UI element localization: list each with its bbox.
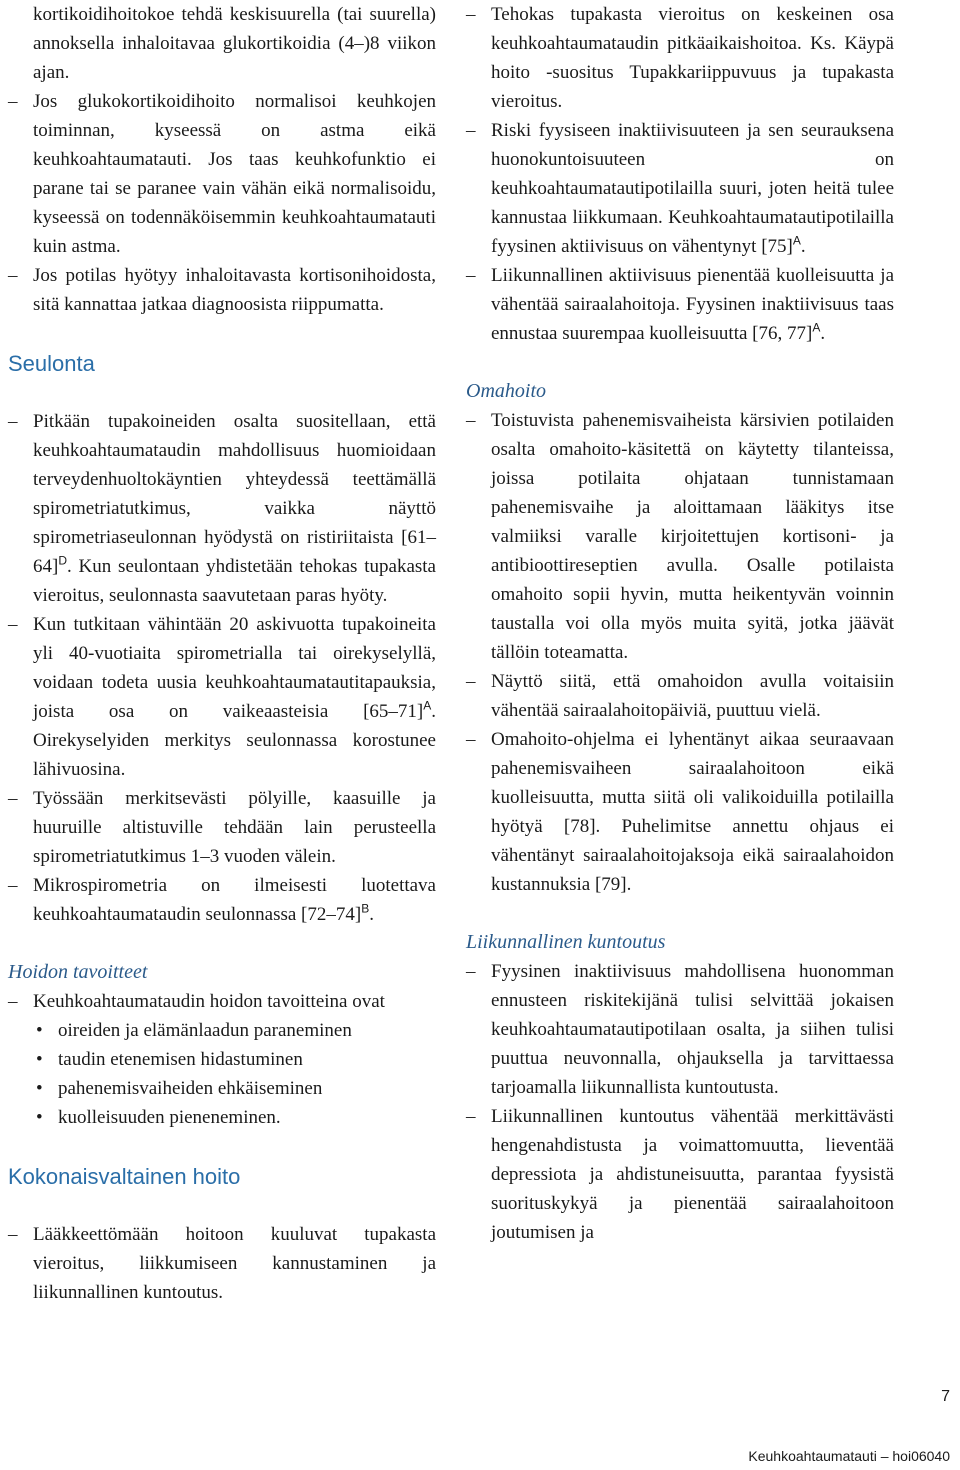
left-column (8, 0, 436, 1307)
section-heading-kokonaisvaltainen: Kokonaisvaltainen hoito (8, 1164, 241, 1189)
right-item-1: – Tehokas tupakasta vieroitus on keskeinen osa keuhkoahtaumataudin pitkäaikaishoitoa. Ks. Käypä hoito -suositus Tupakkariippuvuus ja tupakasta vieroitus. (466, 0, 894, 116)
selfcare-item-2: – Näyttö siitä, että omahoidon avulla voitaisiin vähentää sairaalahoitopäiviä, puuttuu vielä. (466, 667, 894, 725)
intro-paragraph: kortikoidihoitokoe tehdä keskisuurella (tai suurella) annoksella inhaloitavaa glukortikoidia (4–)8 viikon ajan. (33, 4, 436, 83)
intro-item-2: – Jos potilas hyötyy inhaloitavasta kortisonihoidosta, sitä kannattaa jatkaa diagnoosista riippumatta. (8, 261, 436, 319)
seulonta-item-2: – Kun tutkitaan vähintään 20 askivuotta tupakoineita yli 40-vuotiaita spirometrialla tai oirekyselyllä, voidaan todeta uusia keuhkoahtaumatautitapauksia, joista osa on vaikeaasteisia $[65-71]^A$. Oirekyselyiden merkitys seulonnassa korostunee lähivuosina. (8, 610, 436, 784)
right-item-3: – Liikunnallinen aktiivisuus pienentää kuolleisuutta ja vähentää sairaalahoitoja. Fyysinen inaktiivisuus taas ennustaa suurempaa kuolleisuutta [76, 77]$^A$. (466, 261, 894, 348)
goals-intro: – Keuhkoahtaumataudin hoidon tavoitteina ovat (8, 987, 436, 1016)
page-number: 7 (941, 1388, 950, 1405)
right-item-2: – Riski fyysiseen inaktiivisuuteen ja sen seurauksena huonokuntoisuuteen on keuhkoahtaumatautipotilailla suuri, joten heitä tulee kannustaa liikkumaan. Keuhkoahtaumatautipotilailla fyysinen aktiivisuus on vähentynyt $[75]^A$. (466, 116, 894, 261)
footer-doc-id: Keuhkoahtaumatauti – hoi06040 (748, 1448, 950, 1464)
holistic-item-1: – Lääkkeettömään hoitoon kuuluvat tupakasta vieroitus, liikkumiseen kannustaminen ja liikunnallinen kuntoutus. (8, 1220, 436, 1307)
rehab-item-2: – Liikunnallinen kuntoutus vähentää merkittävästi hengenahdistusta ja voimattomuutta, lieventää depressiota ja ahdistuneisuutta, parantaa fyysistä suorituskykyä ja pienentää sairaalahoitoon joutumisen ja (466, 1102, 894, 1247)
evidence-grade: D (58, 553, 67, 568)
evidence-grade: A (792, 233, 801, 248)
evidence-grade: A (423, 698, 432, 713)
subheading-liikunnallinen-kuntoutus: Liikunnallinen kuntoutus (466, 931, 666, 953)
evidence-grade: A (812, 320, 821, 335)
section-heading-seulonta: Seulonta (8, 351, 95, 376)
goal-bullet-1: • oireiden ja elämänlaadun paraneminen (8, 1016, 436, 1045)
goal-bullet-4: • kuolleisuuden pieneneminen. (8, 1103, 436, 1132)
evidence-grade: B (361, 901, 370, 916)
subheading-hoidon-tavoitteet: Hoidon tavoitteet (8, 961, 148, 983)
seulonta-item-3: – Työssään merkitsevästi pölyille, kaasuille ja huuruille altistuville tehdään lain perusteella spirometriatutkimus 1–3 vuoden välein. (8, 784, 436, 871)
goal-bullet-2: • taudin etenemisen hidastuminen (8, 1045, 436, 1074)
selfcare-item-1: – Toistuvista pahenemisvaiheista kärsivien potilaiden osalta omahoito-käsitettä on käytetty tilanteissa, joissa potilaita ohjataan tunnistamaan pahenemisvaihe ja aloittamaan lääkitys itse valmiiksi varalle kirjoitettujen kortisoni- ja antibioottireseptien avulla. Osalle potilaista omahoito sopii hyvin, mutta heikentyvän voinnin taustalla voi olla myös muita syitä, jotka jäävät tällöin toteamatta. (466, 406, 894, 667)
right-column (466, 0, 894, 1247)
seulonta-item-4: – Mikrospirometria on ilmeisesti luotettava keuhkoahtaumataudin seulonnassa $[72-74]^B$. (8, 871, 436, 929)
selfcare-item-3: – Omahoito-ohjelma ei lyhentänyt aikaa seuraavaan pahenemisvaiheen sairaalahoitoon eikä kuolleisuutta, mutta siitä oli valikoiduilla potilailla hyötyä [78]. Puhelimitse annettu ohjaus ei vähentänyt sairaalahoitojaksoja eikä sairaalahoidon kustannuksia [79]. (466, 725, 894, 899)
intro-item-1: – Jos glukokortikoidihoito normalisoi keuhkojen toiminnan, kyseessä on astma eikä keuhkoahtaumatauti. Jos taas keuhkofunktio ei parane tai se paranee vain vähän eikä normalisoidu, kyseessä on todennäköisemmin keuhkoahtaumatauti kuin astma. (8, 87, 436, 261)
rehab-item-1: – Fyysinen inaktiivisuus mahdollisena huonomman ennusteen riskitekijänä tulisi selvittää jokaisen keuhkoahtaumatautipotilaan osalta, ja siihen tulisi puuttua neuvonnalla, ohjauksella ja tarvittaessa tarjoamalla liikunnallista kuntoutusta. (466, 957, 894, 1102)
subheading-omahoito: Omahoito (466, 380, 546, 402)
seulonta-item-1: – Pitkään tupakoineiden osalta suositellaan, että keuhkoahtaumataudin mahdollisuus huomioidaan terveydenhuoltokäyntien yhteydessä teettämällä spirometriatutkimus, vaikka näyttö spirometriaseulonnan hyödystä on ristiriitaista $[61-64]^D$. Kun seulontaan yhdistetään tehokas tupakasta vieroitus, seulonnasta saavutetaan paras hyöty. (8, 407, 436, 610)
goal-bullet-3: • pahenemisvaiheiden ehkäiseminen (8, 1074, 436, 1103)
